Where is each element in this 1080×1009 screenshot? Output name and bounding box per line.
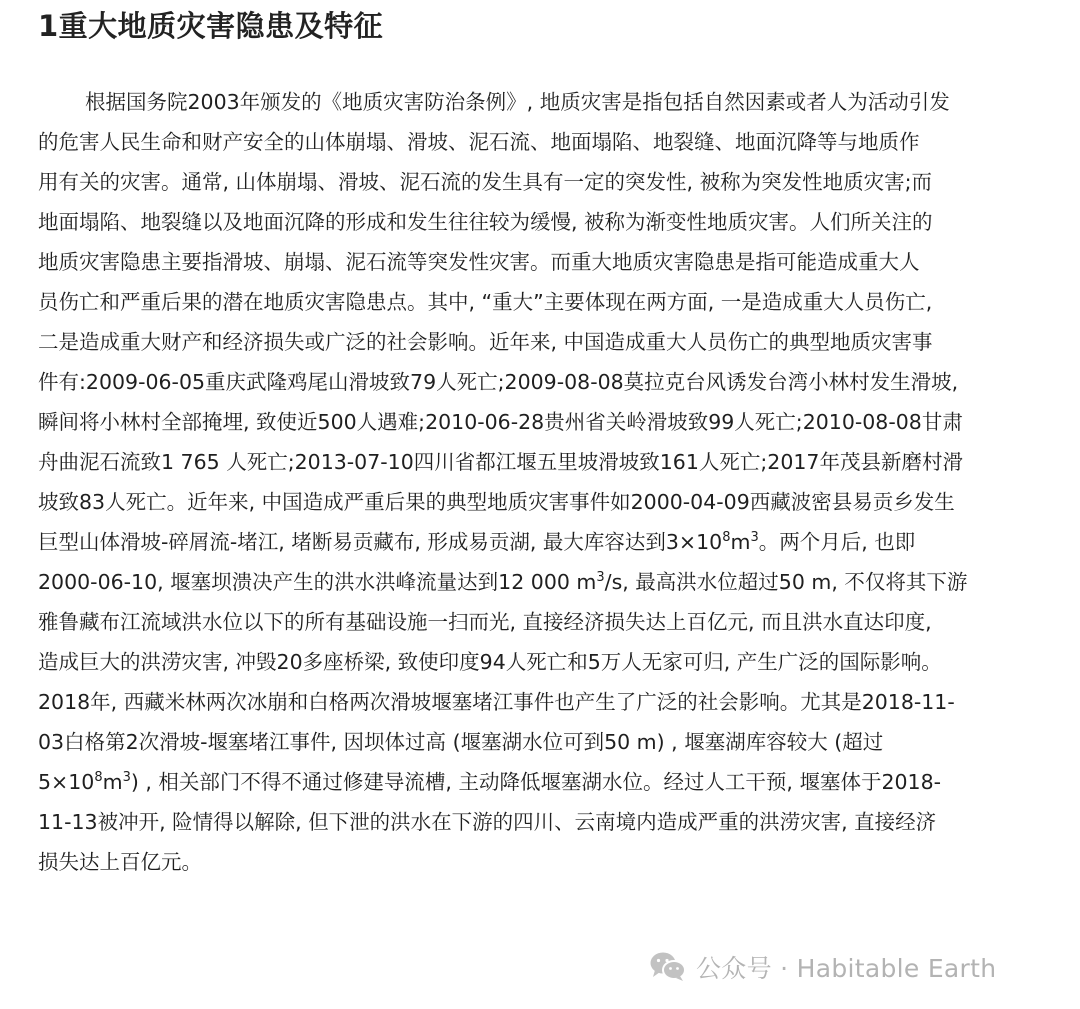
paragraph-line [38,762,1048,802]
paragraph-line: 造成巨大的洪涝灾害, 冲毁20多座桥梁, 致使印度94人死亡和5万人无家可归, 产生广泛的国际影响。 [38,650,942,674]
watermark-text: 公众号 · Habitable Earth [696,954,997,983]
article-paragraph [38,82,1048,882]
line-text: m [102,770,123,794]
paragraph-line: 地质灾害隐患主要指滑坡、崩塌、泥石流等突发性灾害。而重大地质灾害隐患是指可能造成重大人 [38,250,920,274]
paragraph-line: 件有:2009-06-05重庆武隆鸡尾山滑坡致79人死亡;2009-08-08莫拉克台风诱发台湾小林村发生滑坡, [38,370,959,394]
line-text: m [730,530,751,554]
paragraph-line: 用有关的灾害。通常, 山体崩塌、滑坡、泥石流的发生具有一定的突发性, 被称为突发性地质灾害;而 [38,170,932,194]
paragraph-line: 瞬间将小林村全部掩埋, 致使近500人遇难;2010-06-28贵州省关岭滑坡致99人死亡;2010-08-08甘肃 [38,410,963,434]
superscript: 3 [596,570,605,585]
line-text: 5×10 [38,770,95,794]
paragraph-line: 舟曲泥石流致1 765 人死亡;2013-07-10四川省都江堰五里坡滑坡致161人死亡;2017年茂县新磨村滑 [38,450,963,474]
superscript: 3 [122,770,131,785]
line-text: 2000-06-10, 堰塞坝溃决产生的洪水洪峰流量达到12 000 m [38,570,597,594]
paragraph-line: 11-13被冲开, 险情得以解除, 但下泄的洪水在下游的四川、云南境内造成严重的洪涝灾害, 直接经济 [38,810,937,834]
paragraph-line: 损失达上百亿元。 [38,850,202,874]
line-text: ) , 相关部门不得不通过修建导流槽, 主动降低堰塞湖水位。经过人工干预, 堰塞体于2018- [130,770,942,794]
line-text: /s, 最高洪水位超过50 m, 不仅将其下游 [604,570,968,594]
line-text: 巨型山体滑坡-碎屑流-堵江, 堵断易贡藏布, 形成易贡湖, 最大库容达到3×10 [38,530,723,554]
superscript: 3 [750,530,759,545]
paragraph-line: 03白格第2次滑坡-堰塞堵江事件, 因坝体过高 (堰塞湖水位可到50 m) , 堰塞湖库容较大 (超过 [38,730,884,754]
paragraph-line: 员伤亡和严重后果的潜在地质灾害隐患点。其中, “重大”主要体现在两方面, 一是造成重大人员伤亡, [38,290,933,314]
paragraph-line: 二是造成重大财产和经济损失或广泛的社会影响。近年来, 中国造成重大人员伤亡的典型地质灾害事 [38,330,933,354]
paragraph-line [38,562,1048,602]
superscript: 8 [94,770,103,785]
section-heading: 1重大地质灾害隐患及特征 [38,9,384,43]
paragraph-line: 的危害人民生命和财产安全的山体崩塌、滑坡、泥石流、地面塌陷、地裂缝、地面沉降等与地质作 [38,130,920,154]
line-text: 。两个月后, 也即 [758,530,916,554]
paragraph-line [38,522,1048,562]
paragraph-line: 雅鲁藏布江流域洪水位以下的所有基础设施一扫而光, 直接经济损失达上百亿元, 而且洪水直达印度, [38,610,932,634]
paragraph-line: 根据国务院2003年颁发的《地质灾害防治条例》, 地质灾害是指包括自然因素或者人为活动引发 [85,90,950,114]
paragraph-line: 坡致83人死亡。近年来, 中国造成严重后果的典型地质灾害事件如2000-04-09西藏波密县易贡乡发生 [38,490,955,514]
wechat-icon [648,950,688,984]
watermark [648,950,996,984]
paragraph-line: 地面塌陷、地裂缝以及地面沉降的形成和发生往往较为缓慢, 被称为渐变性地质灾害。人们所关注的 [38,210,933,234]
paragraph-line: 2018年, 西藏米林两次冰崩和白格两次滑坡堰塞堵江事件也产生了广泛的社会影响。尤其是2018-11- [38,690,955,714]
superscript: 8 [722,530,731,545]
